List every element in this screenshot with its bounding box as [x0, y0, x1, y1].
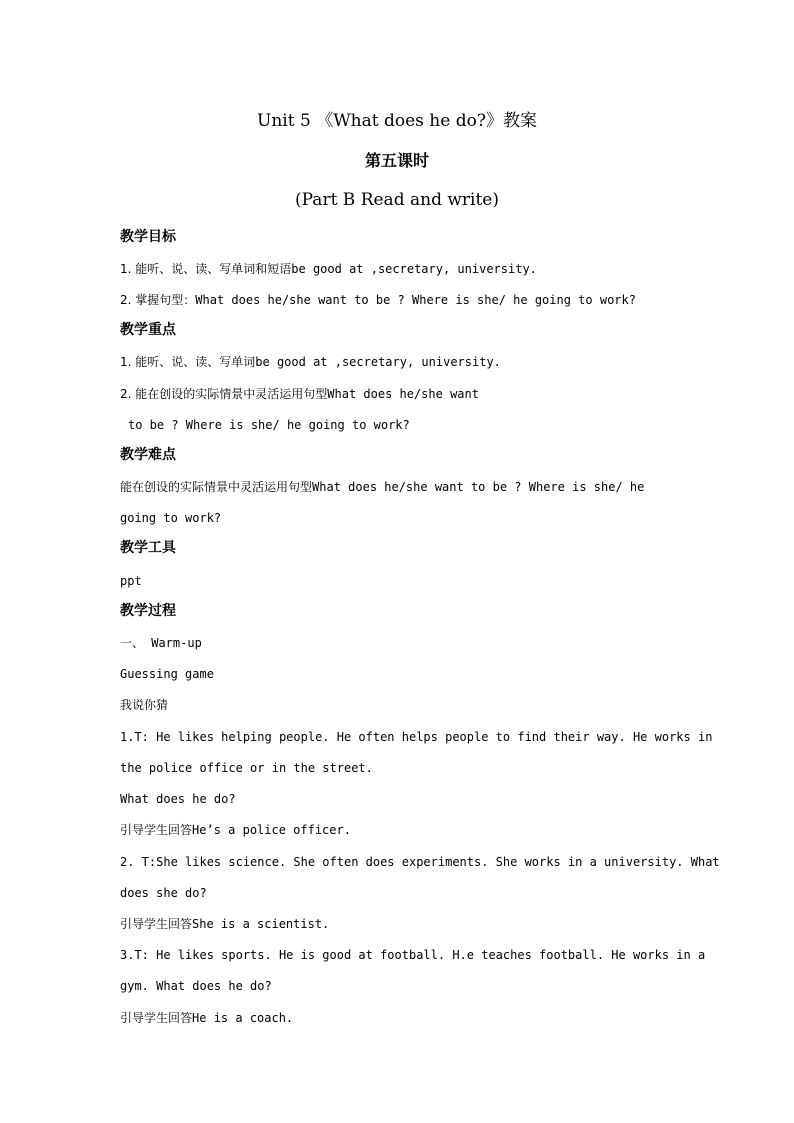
guessing-game-label: Guessing game — [120, 667, 214, 681]
warmup-heading: 一、 Warm-up — [120, 636, 202, 650]
document-title: Unit 5 《What does he do?》教案 — [257, 111, 537, 131]
key-point-1-en: be good at ,secretary, university. — [255, 355, 501, 369]
tools-heading: 教学工具 — [120, 540, 176, 556]
tools-text: ppt — [120, 574, 142, 588]
question-1-line-1: 1.T: He likes helping people. He often helps people to find their way. He works in — [120, 730, 713, 744]
question-1-line-3: What does he do? — [120, 792, 236, 806]
question-2-line-2: does she do? — [120, 886, 207, 900]
goals-heading: 教学目标 — [120, 229, 176, 245]
question-2-line-1: 2. T:She likes science. She often does experiments. She works in a university. What — [120, 855, 720, 869]
goal-2 — [120, 291, 680, 309]
answer-1-en: He’s a police officer. — [192, 823, 351, 837]
answer-3-cn: 引导学生回答 — [120, 1011, 193, 1025]
lesson-number: 第五课时 — [364, 151, 429, 170]
goal-1-en: be good at ,secretary, university. — [291, 262, 537, 276]
answer-2 — [120, 915, 680, 933]
difficult-point — [120, 478, 680, 496]
question-3-line-1: 3.T: He likes sports. He is good at football. H.e teaches football. He works in a — [120, 948, 706, 962]
lesson-part: (Part B Read and write) — [295, 190, 499, 210]
key-point-2-cn: 2. 能在创设的实际情景中灵活运用句型 — [120, 387, 328, 401]
answer-3-en: He is a coach. — [192, 1011, 294, 1025]
process-heading: 教学过程 — [120, 603, 176, 619]
goal-1 — [120, 260, 680, 278]
goal-2-en: What does he/she want to be ? Where is she/ he going to work? — [195, 293, 636, 307]
key-point-2-en: What does he/she want — [327, 387, 479, 401]
answer-2-cn: 引导学生回答 — [120, 917, 193, 931]
key-points-heading: 教学重点 — [120, 322, 176, 338]
key-point-1-cn: 1. 能听、说、读、写单词 — [120, 355, 256, 369]
question-3-line-2: gym. What does he do? — [120, 979, 272, 993]
answer-1 — [120, 821, 680, 839]
difficult-point-cn: 能在创设的实际情景中灵活运用句型 — [120, 480, 313, 494]
guessing-game-cn: 我说你猜 — [120, 698, 169, 712]
difficult-point-continued: going to work? — [120, 511, 222, 525]
answer-2-en: She is a scientist. — [192, 917, 330, 931]
key-point-2-continued: to be ? Where is she/ he going to work? — [128, 418, 410, 432]
goal-1-cn: 1. 能听、说、读、写单词和短语 — [120, 262, 292, 276]
difficult-point-en: What does he/she want to be ? Where is she/ he — [312, 480, 645, 494]
key-point-1 — [120, 353, 680, 371]
goal-2-cn: 2. 掌握句型： — [120, 293, 196, 307]
question-1-line-2: the police office or in the street. — [120, 761, 373, 775]
key-point-2 — [120, 385, 680, 403]
answer-1-cn: 引导学生回答 — [120, 823, 193, 837]
difficult-points-heading: 教学难点 — [120, 447, 176, 463]
answer-3 — [120, 1009, 680, 1027]
